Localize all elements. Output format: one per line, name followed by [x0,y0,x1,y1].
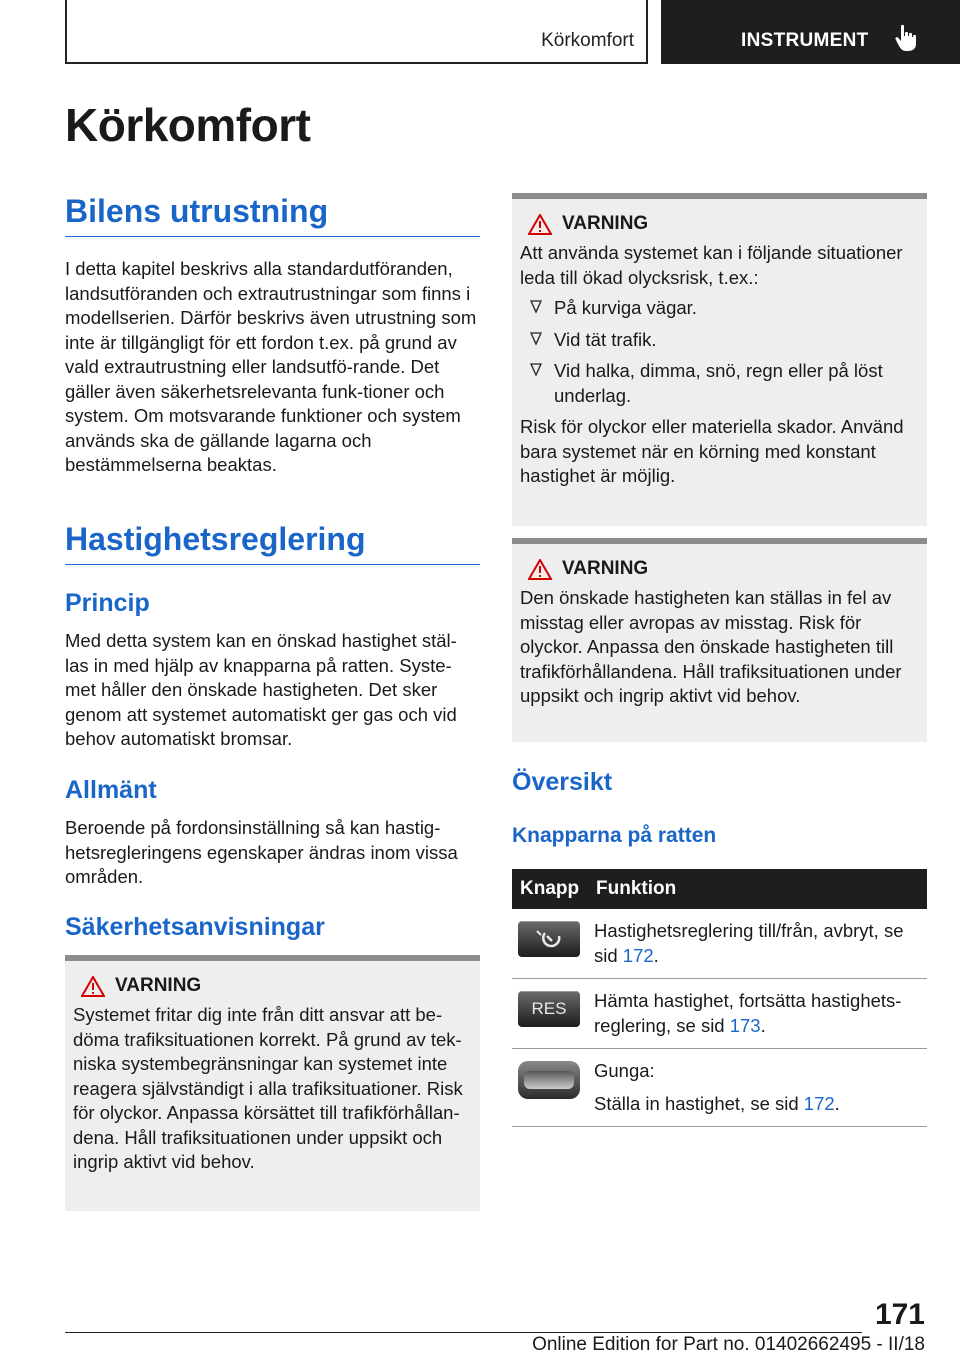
function-cell: Gunga: Ställa in hastighet, se sid 172. [588,1049,927,1127]
buttons-heading: Knapparna på ratten [512,824,717,847]
warning-outro: Risk för olyckor eller materiella skador. Använd bara systemet när en körning med konstant hastighet är möjlig. [520,416,904,486]
equipment-text: I detta kapitel beskrivs alla standardutföranden, landsutföranden och extrautrustningar som finns i modellserien. Därför beskrivs även utrustning som inte är tillgängligt för ett fordon t.ex. på grund av vald extrautrustning eller landsutfö-rande. Det gäller även säkerhetsrelevanta funk-tioner och system. Om motsvarande funktioner och system används ska de gällande lagarna och bestämmelserna beaktas. [65,258,477,475]
page-link[interactable]: 173 [729,1014,761,1036]
warning-list [520,296,919,408]
header-section-label: Körkomfort [541,30,634,51]
table-row [512,909,927,979]
principle-heading: Princip [65,589,150,617]
warning-text: Systemet fritar dig inte från ditt ansvar att be-döma trafiksituationen korrekt. På grund av tek-niska systembegränsningar kan systemet inte reagera självständigt i alla trafiksituationer. Risk för olyckor. Anpassa körsättet till trafikförhållan-dena. Håll trafiksituationen under uppsikt och ingrip aktivt vid behov. [73,1004,463,1172]
function-cell: Hämta hastighet, fortsätta hastighets-reglering, se sid 173. [588,979,927,1049]
speed-control-toggle-icon [518,921,580,957]
bullet-triangle-icon [530,300,542,314]
general-heading: Allmänt [65,776,157,804]
bullet-triangle-icon [530,332,542,346]
page-title: Körkomfort [65,99,311,151]
list-item: Vid halka, dimma, snö, regn eller på löst underlag. [520,359,919,408]
header-chapter-label: INSTRUMENT [741,30,869,51]
page-link[interactable]: 172 [622,944,654,966]
warning-title: VARNING [115,975,202,996]
res-button-icon: RES [518,991,580,1027]
warning-triangle-icon [528,559,552,580]
warning-title: VARNING [562,213,649,234]
equipment-heading: Bilens utrustning [65,193,480,237]
warning-box-3 [512,538,927,742]
principle-text: Med detta system kan en önskad hastighet stäl-las in med hjälp av knapparna på ratten. Syste-met håller den önskade hastigheten. Det sker genom att systemet automatiskt ger gas och vid behov automatiskt bromsar. [65,630,457,749]
warning-title: VARNING [562,558,649,579]
column-header-button: Knapp [512,869,588,909]
footer-edition: Online Edition for Part no. 01402662495 - II/18 [532,1334,925,1355]
page-link[interactable]: 172 [803,1092,835,1114]
rocker-switch-icon [518,1061,580,1099]
warning-intro: Att använda systemet kan i följande situationer leda till ökad olycksrisk, t.ex.: [520,242,903,288]
general-text: Beroende på fordonsinställning så kan hastig-hetsregleringens egenskaper ändras inom vissa områden. [65,817,458,887]
warning-triangle-icon [81,976,105,997]
table-row [512,1049,927,1127]
hand-pointer-icon [895,24,917,52]
column-header-function: Funktion [588,869,927,909]
header-section-box [65,0,648,64]
warning-box-2 [512,193,927,526]
list-item: Vid tät trafik. [520,328,919,353]
bullet-triangle-icon [530,363,542,377]
speed-control-heading: Hastighetsreglering [65,521,480,565]
list-item: På kurviga vägar. [520,296,919,321]
warning-text: Den önskade hastigheten kan ställas in fel av misstag eller avropas av misstag. Risk för olyckor. Anpassa den önskade hastigheten till trafikförhållandena. Håll trafiksituationen under uppsikt och ingrip aktivt vid behov. [520,587,902,706]
table-header-row [512,869,927,909]
warning-triangle-icon [528,214,552,235]
page-number: 171 [874,1298,925,1331]
safety-heading: Säkerhetsanvisningar [65,913,325,941]
header-chapter-tab [661,0,960,64]
buttons-table [512,869,927,1127]
overview-heading: Översikt [512,768,613,796]
function-cell: Hastighetsreglering till/från, avbryt, se sid 172. [588,909,927,979]
warning-box-1 [65,955,480,1211]
footer-divider [65,1332,862,1333]
table-row [512,979,927,1049]
